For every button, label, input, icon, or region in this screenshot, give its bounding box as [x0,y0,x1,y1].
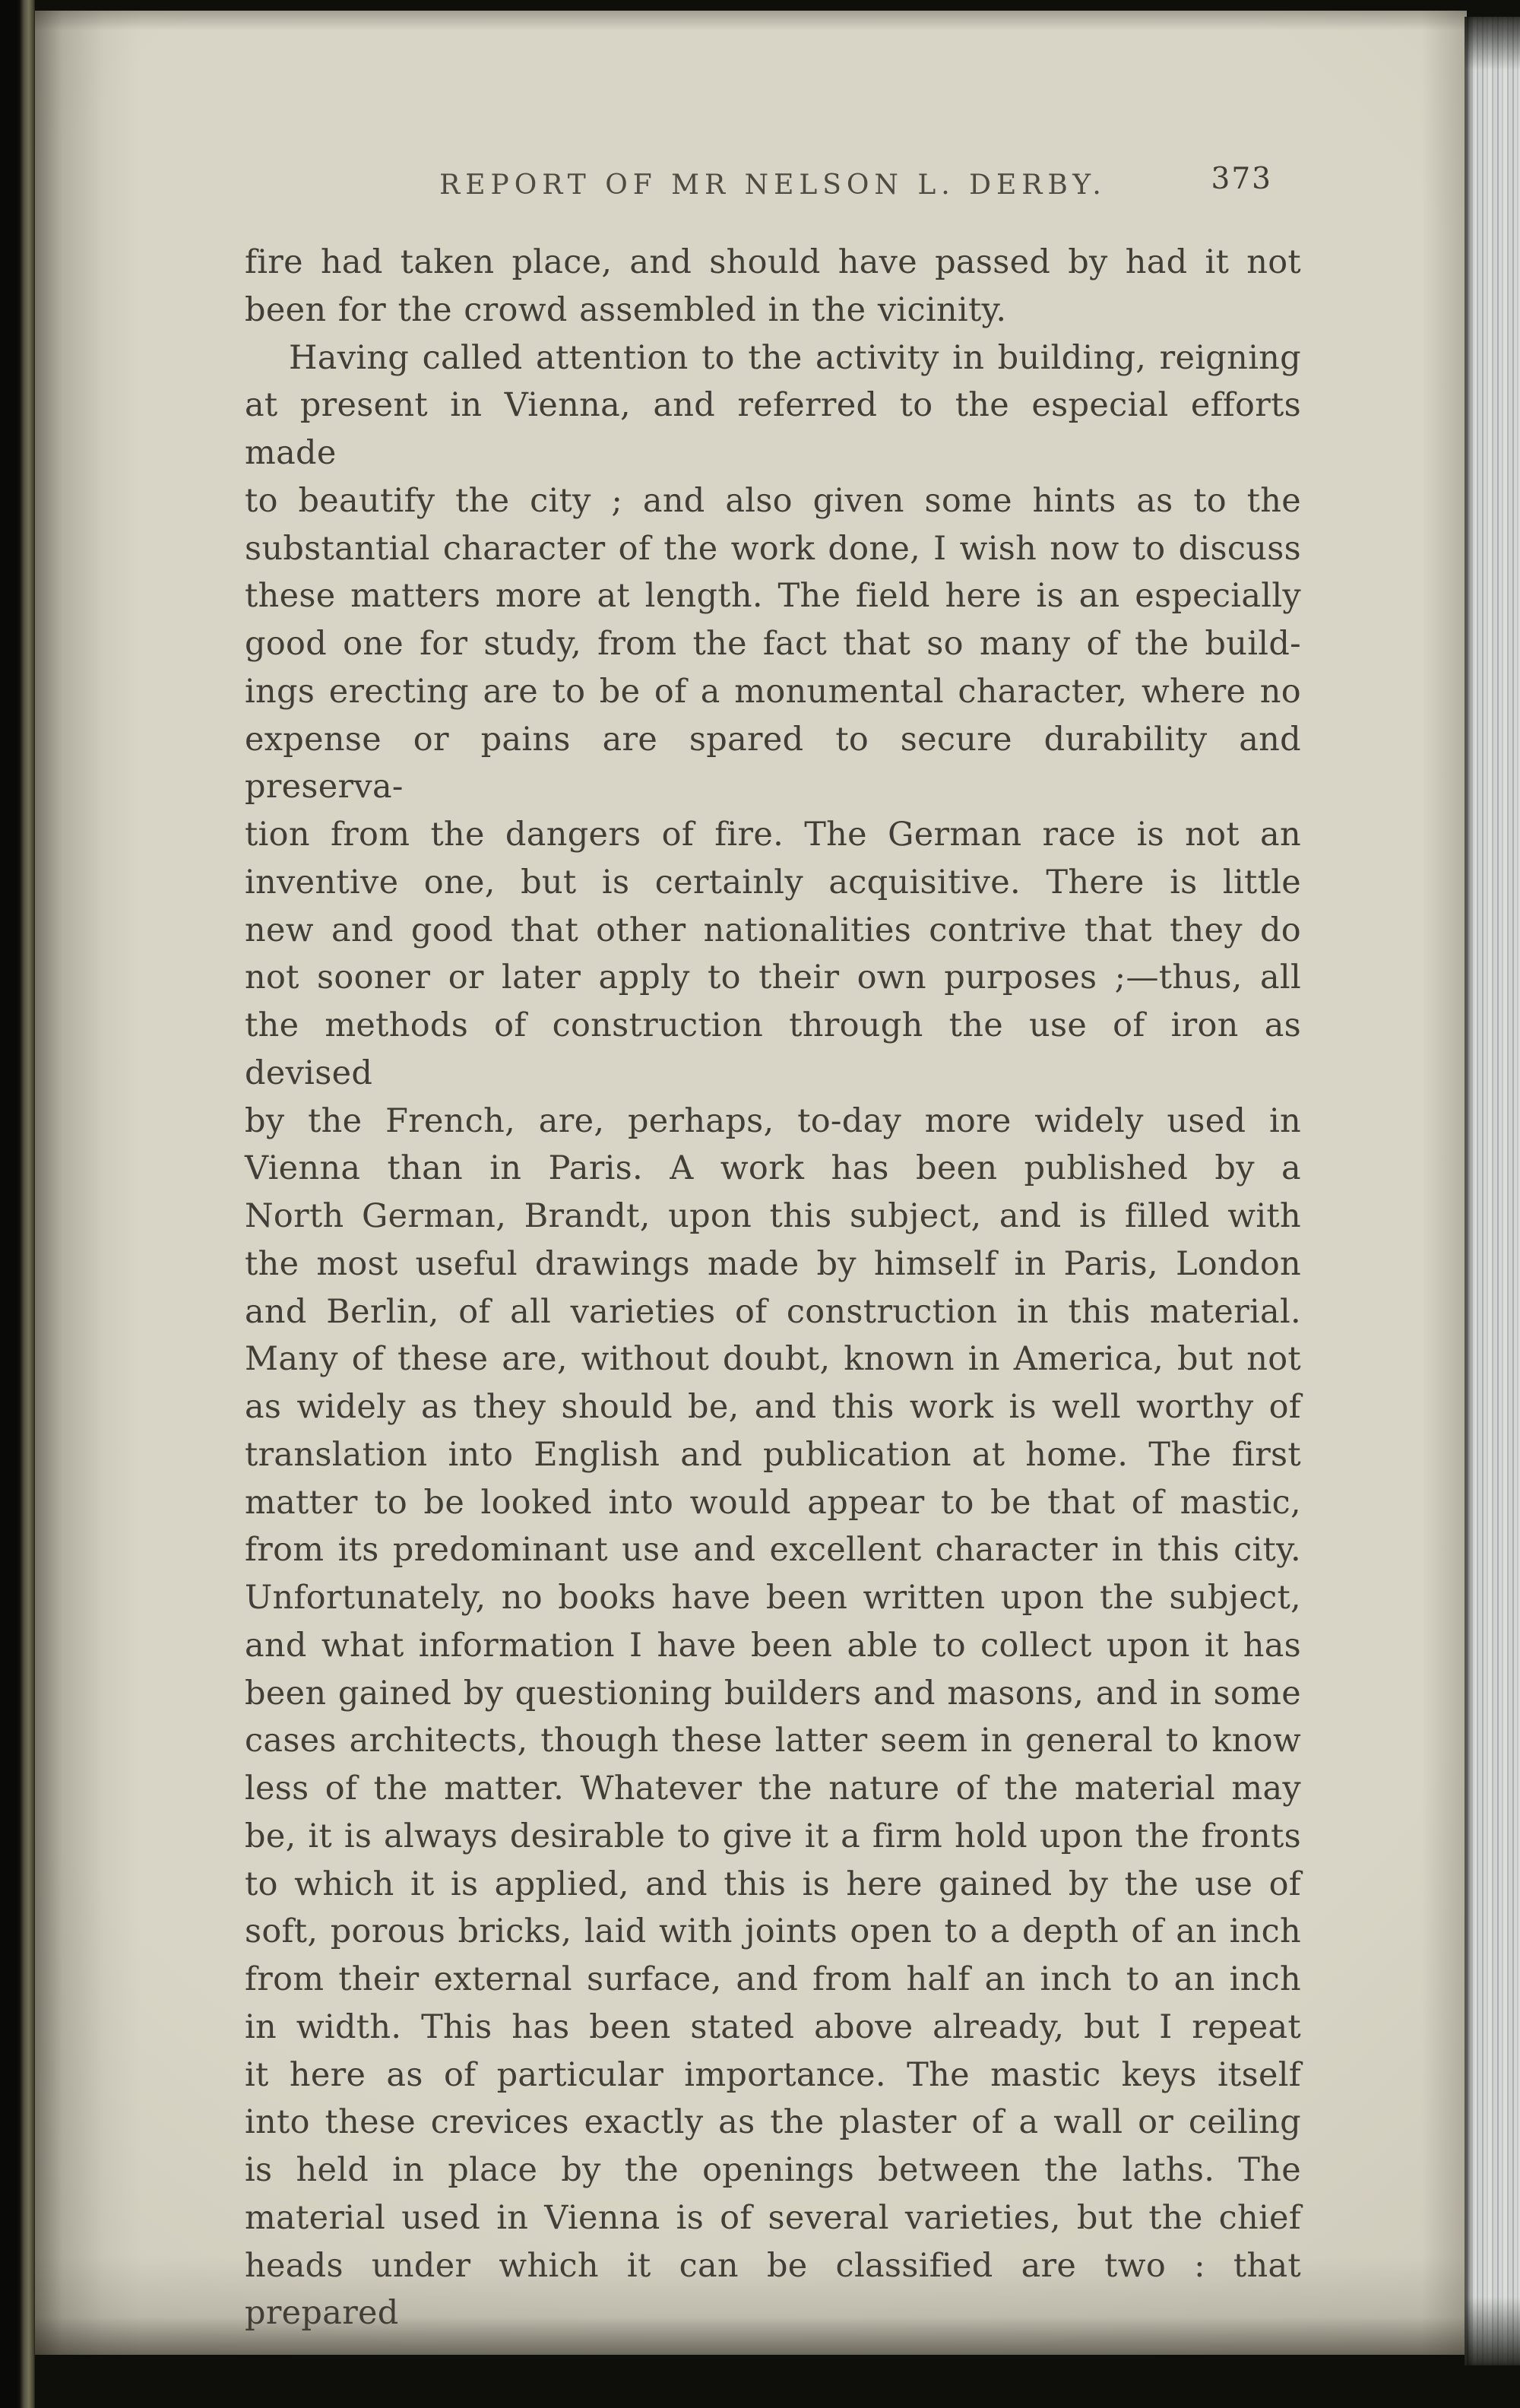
text-line: is held in place by the openings between the laths. The [245,2151,1301,2189]
text-block [245,239,1301,2337]
text-line: fire had taken place, and should have passed by had it not [245,243,1301,281]
text-line: ings erecting are to be of a monumental character, where no [245,672,1301,711]
text-line: Having called attention to the activity in building, reigning [289,338,1301,377]
text-line: it here as of particular importance. The mastic keys itself [245,2055,1301,2094]
text-line: been gained by questioning builders and masons, and in some [245,1674,1301,1713]
text-line: cases architects, though these latter seem in general to know [245,1722,1301,1760]
text-line: as widely as they should be, and this work is well worthy of [245,1388,1301,1426]
text-line: been for the crowd assembled in the vicinity. [245,290,1007,329]
text-line: to which it is applied, and this is here gained by the use of [245,1865,1301,1903]
text-line: and what information I have been able to collect upon it has [245,1626,1301,1665]
running-head: REPORT OF MR NELSON L. DERBY. [439,170,1107,201]
book-binding-strip [0,0,35,2408]
text-line: Unfortunately, no books have been written upon the subject, [245,1579,1301,1617]
text-line: in width. This has been stated above already, but I repeat [245,2007,1301,2046]
text-line: at present in Vienna, and referred to the especial efforts made [245,386,1301,472]
text-line: not sooner or later apply to their own purposes ;—thus, all [245,958,1301,997]
text-line: soft, porous bricks, laid with joints open to a depth of an inch [245,1912,1301,1951]
text-line: the methods of construction through the use of iron as devised [245,1006,1301,1092]
text-line: North German, Brandt, upon this subject, and is filled with [245,1197,1301,1235]
page-header-row [245,162,1301,209]
page-number: 373 [1211,162,1272,196]
text-line: from its predominant use and excellent character in this city. [245,1531,1301,1570]
text-line: to beautify the city ; and also given some hints as to the [245,481,1301,520]
text-line: substantial character of the work done, I wish now to discuss [245,529,1301,568]
text-line: Many of these are, without doubt, known in America, but not [245,1340,1301,1379]
text-line: Vienna than in Paris. A work has been published by a [245,1149,1301,1188]
text-line: be, it is always desirable to give it a firm hold upon the fronts [245,1817,1301,1855]
text-line: and Berlin, of all varieties of construction in this material. [245,1292,1301,1331]
scanned-page [35,11,1467,2355]
stacked-page-edges [1465,17,1520,2365]
text-line: by the French, are, perhaps, to-day more widely used in [245,1101,1301,1140]
text-line: expense or pains are spared to secure durability and preserva- [245,720,1301,806]
text-line: material used in Vienna is of several varieties, but the chief [245,2198,1301,2237]
text-line: new and good that other nationalities contrive that they do [245,911,1301,949]
text-line: into these crevices exactly as the plaster of a wall or ceiling [245,2103,1301,2142]
text-line: good one for study, from the fact that so many of the build- [245,625,1301,663]
text-line: the most useful drawings made by himself in Paris, London [245,1244,1301,1283]
text-line: matter to be looked into would appear to be that of mastic, [245,1483,1301,1522]
text-line: heads under which it can be classified are two : that prepared [245,2246,1301,2333]
text-line: translation into English and publication at home. The first [245,1435,1301,1474]
text-line: from their external surface, and from half an inch to an inch [245,1960,1301,1998]
text-line: less of the matter. Whatever the nature of the material may [245,1770,1301,1808]
text-line: tion from the dangers of fire. The German race is not an [245,816,1301,854]
text-line: these matters more at length. The field here is an especially [245,577,1301,616]
text-line: inventive one, but is certainly acquisitive. There is little [245,863,1301,901]
